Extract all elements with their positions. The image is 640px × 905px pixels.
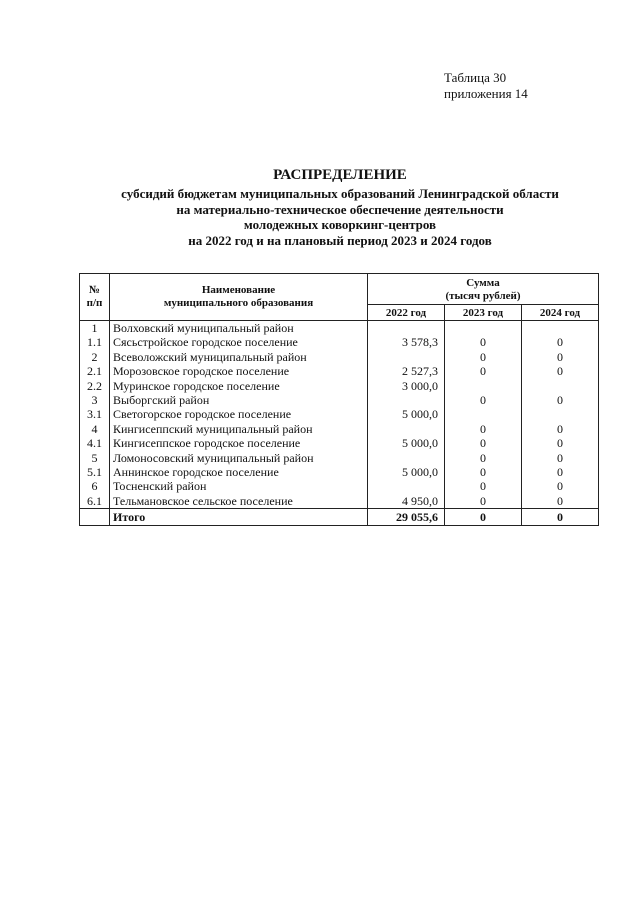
row-name: Выборгский район: [110, 393, 368, 407]
row-value-2023: [445, 407, 522, 421]
row-name: Морозовское городское поселение: [110, 364, 368, 378]
row-value-2023: 0: [445, 335, 522, 349]
header-name-line1: Наименование: [201, 284, 276, 296]
heading-line-4: на 2022 год и на плановый период 2023 и 2024 годов: [188, 232, 492, 248]
row-value-2022: 5 000,0: [368, 407, 445, 421]
row-num: 2: [80, 350, 110, 364]
row-value-2023: [445, 379, 522, 393]
table-row: [80, 393, 598, 407]
appendix-number: приложения 14: [444, 86, 528, 101]
row-value-2023: 0: [445, 451, 522, 465]
header-name-line2: муниципального образования: [163, 297, 314, 309]
row-name: Ломоносовский муниципальный район: [110, 451, 368, 465]
row-value-2024: 0: [557, 349, 563, 364]
table-reference: [444, 70, 528, 102]
row-value-2022: [368, 451, 445, 465]
row-value-2023: 0: [445, 465, 522, 479]
header-sum-line1: Сумма: [466, 277, 500, 289]
row-value-2022: [368, 422, 445, 436]
row-value-2023: 0: [445, 364, 522, 378]
row-num: 2.1: [80, 364, 110, 378]
header-num-line1: №: [88, 284, 101, 296]
row-value-2024: 0: [557, 335, 563, 350]
table-number: Таблица 30: [444, 70, 507, 85]
row-value-2023: 0: [445, 393, 522, 407]
table-row: [80, 422, 598, 436]
row-value-2024: [522, 321, 599, 336]
header-sum: [368, 274, 599, 305]
row-value-2024: 0: [557, 393, 563, 408]
header-sum-line2: (тысяч рублей): [445, 290, 521, 302]
row-value-2023: 0: [445, 494, 522, 509]
table-row: [80, 494, 598, 509]
row-value-2022: 3 000,0: [368, 379, 445, 393]
row-num: 1.1: [80, 335, 110, 349]
row-value-2024: 0: [557, 436, 563, 451]
row-value-2023: 0: [445, 436, 522, 450]
row-value-2022: 5 000,0: [368, 436, 445, 450]
total-label: Итого: [110, 509, 368, 526]
table-row: [80, 407, 598, 421]
table-row: [80, 350, 598, 364]
heading-line-1: субсидий бюджетам муниципальных образований Ленинградской области: [121, 186, 559, 201]
row-value-2022: [368, 350, 445, 364]
row-num: 5: [80, 451, 110, 465]
row-value-2022: 5 000,0: [368, 465, 445, 479]
table-row: [80, 436, 598, 450]
row-name: Сясьстройское городское поселение: [110, 335, 368, 349]
row-value-2024: 0: [557, 479, 563, 494]
row-value-2024: 0: [557, 493, 563, 508]
row-value-2024: [522, 407, 599, 421]
heading-line-2: на материально-техническое обеспечение деятельности: [176, 201, 504, 217]
row-name: Тосненский район: [110, 479, 368, 493]
table-row: [80, 335, 598, 349]
row-value-2023: 0: [445, 350, 522, 364]
header-num-line2: п/п: [86, 297, 103, 309]
row-value-2022: 2 527,3: [368, 364, 445, 378]
row-num: 6: [80, 479, 110, 493]
row-name: Светогорское городское поселение: [110, 407, 368, 421]
row-value-2022: [368, 321, 445, 336]
row-value-2024: 0: [557, 465, 563, 480]
row-name: Кингисеппский муниципальный район: [110, 422, 368, 436]
row-name: Аннинское городское поселение: [110, 465, 368, 479]
total-2023: 0: [445, 509, 522, 526]
row-value-2022: [368, 479, 445, 493]
row-value-2023: [445, 321, 522, 336]
document-title: РАСПРЕДЕЛЕНИЕ: [273, 167, 407, 183]
row-value-2023: 0: [445, 422, 522, 436]
row-value-2024: 0: [557, 364, 563, 379]
row-value-2022: [368, 393, 445, 407]
header-name: [110, 274, 368, 321]
row-num: 3: [80, 393, 110, 407]
header-2022: 2022 год: [368, 305, 445, 321]
table-row: [80, 479, 598, 493]
row-value-2022: 3 578,3: [368, 335, 445, 349]
header-2024: 2024 год: [522, 305, 599, 321]
row-value-2024: 0: [557, 450, 563, 465]
table-row: [80, 364, 598, 378]
header-row: [80, 274, 598, 305]
total-row: [80, 509, 598, 526]
row-num: 1: [80, 321, 110, 336]
row-num: 4: [80, 422, 110, 436]
subsidy-table: [80, 274, 598, 525]
document-heading: [60, 166, 620, 248]
row-num: 2.2: [80, 379, 110, 393]
header-num: [80, 274, 110, 321]
table-row: [80, 451, 598, 465]
row-value-2024: 0: [557, 421, 563, 436]
row-name: Муринское городское поселение: [110, 379, 368, 393]
row-name: Кингисеппское городское поселение: [110, 436, 368, 450]
row-num: 4.1: [80, 436, 110, 450]
row-num: 5.1: [80, 465, 110, 479]
row-value-2024: [522, 379, 599, 393]
row-num: 3.1: [80, 407, 110, 421]
row-value-2023: 0: [445, 479, 522, 493]
total-2024: 0: [522, 509, 599, 526]
row-num: 6.1: [80, 494, 110, 509]
table-row: [80, 465, 598, 479]
header-2023: 2023 год: [445, 305, 522, 321]
heading-line-3: молодежных коворкинг-центров: [243, 217, 437, 232]
row-name: Тельмановское сельское поселение: [110, 494, 368, 509]
row-name: Всеволожский муниципальный район: [110, 350, 368, 364]
row-value-2022: 4 950,0: [368, 494, 445, 509]
row-name: Волховский муниципальный район: [110, 321, 368, 336]
total-num: [80, 509, 110, 526]
table-row: [80, 321, 598, 336]
table-row: [80, 379, 598, 393]
total-2022: 29 055,6: [368, 509, 445, 526]
